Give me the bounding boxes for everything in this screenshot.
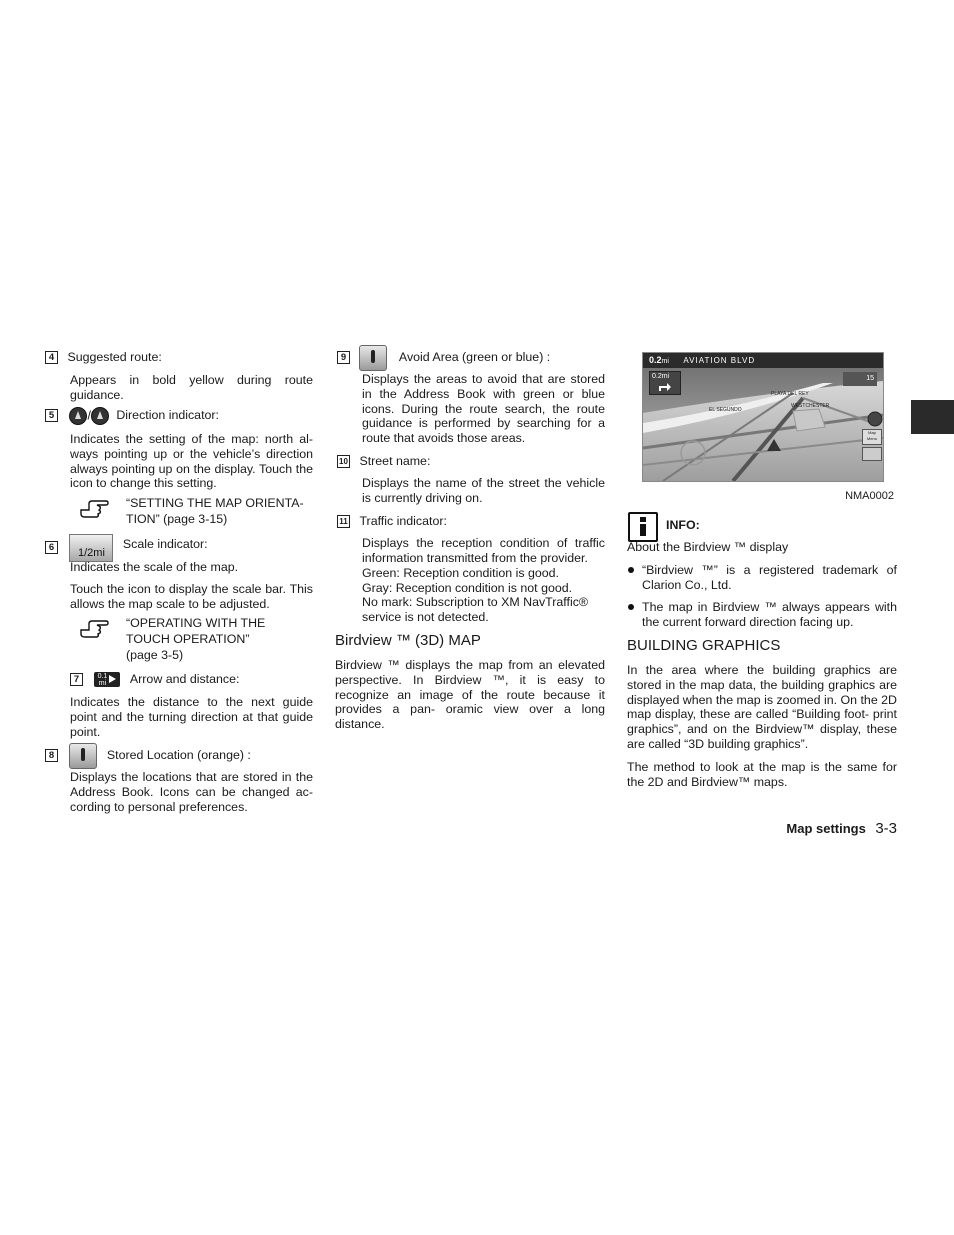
item-6-desc-2: Touch the icon to display the scale bar. This allows the map scale to be adjusted. [70, 582, 313, 611]
map-menu-button[interactable]: Map Menu [862, 429, 882, 445]
slash-separator: / [87, 408, 91, 423]
item-11-line-gray: Gray: Reception condition is not good. [362, 581, 573, 595]
item-number: 8 [45, 749, 58, 762]
item-title: Street name: [359, 454, 431, 468]
street-distance: 0.2 [649, 355, 662, 365]
info-bullet: “Birdview ™” is a registered trademark of Clarion Co., Ltd. [642, 563, 897, 592]
item-number: 11 [337, 515, 350, 528]
item-number: 6 [45, 541, 58, 554]
item-number: 7 [70, 673, 83, 686]
item-number: 10 [337, 455, 350, 468]
stored-location-icon [69, 743, 97, 769]
item-5-desc: Indicates the setting of the map: north al- ways pointing up or the vehicle’s direction always pointing up on the display. Touch the icon to change this setting. [70, 432, 313, 491]
item-5-reference [126, 496, 316, 527]
item-4-header [45, 350, 315, 365]
item-number: 9 [337, 351, 350, 364]
item-title: Suggested route: [67, 350, 162, 364]
item-title: Traffic indicator: [359, 514, 447, 528]
item-8-desc: Displays the locations that are stored in the Address Book. Icons can be changed ac- cording to personal preferences. [70, 770, 313, 814]
item-9-header [337, 345, 607, 371]
building-para-2: The method to look at the map is the same for the 2D and Birdview™ maps. [627, 760, 897, 789]
item-8-header [45, 743, 315, 769]
item-10-desc: Displays the name of the street the vehicle is currently driving on. [362, 476, 605, 505]
info-intro: About the Birdview ™ display [627, 540, 789, 554]
info-bullet: The map in Birdview ™ always appears with the current forward direction facing up. [642, 600, 897, 629]
page-footer [700, 822, 897, 837]
street-name-bar [643, 353, 883, 368]
item-number: 5 [45, 409, 58, 422]
reference-line: “OPERATING WITH THE [126, 616, 266, 630]
map-label: WESTCHESTER [791, 403, 830, 409]
scale-bar-icon [69, 534, 113, 562]
item-6-reference [126, 616, 316, 662]
item-title: Direction indicator: [116, 408, 219, 423]
birdview-text: Birdview ™ displays the map from an elevated perspective. In Birdview ™, it is easy to recognize an image of the route because it provides a pan- oramic view over a long distance. [335, 658, 605, 732]
scale-icon-text: 1/2mi [78, 547, 105, 559]
map-label: PLAYA DEL REY [771, 391, 809, 397]
right-readout: 15 [843, 372, 877, 386]
section-tab [911, 400, 954, 434]
reference-line: “SETTING THE MAP ORIENTA- [126, 496, 304, 510]
street-distance-unit: mi [661, 358, 669, 365]
map-label: EL SEGUNDO [709, 407, 742, 413]
item-7-desc: Indicates the distance to the next guide point and the turning direction at that guide point. [70, 695, 313, 739]
street-name-text: AVIATION BLVD [683, 356, 756, 365]
item-title: Avoid Area (green or blue) : [398, 350, 551, 365]
birdview-map-screenshot [642, 352, 884, 482]
item-11-header [337, 514, 607, 529]
item-4-desc: Appears in bold yellow during route guidance. [70, 373, 313, 402]
item-title: Scale indicator: [122, 537, 208, 552]
footer-section: Map settings [786, 821, 866, 836]
info-icon [628, 512, 658, 542]
item-title: Stored Location (orange) : [106, 748, 251, 763]
item-title: Arrow and distance: [129, 672, 240, 686]
north-up-icon [69, 407, 87, 425]
item-11-line-nomark: No mark: Subscription to XM NavTraffic® [362, 595, 589, 609]
item-number: 4 [45, 351, 58, 364]
pointing-hand-icon [79, 496, 109, 518]
turn-distance: 0.2mi [652, 373, 670, 380]
item-9-desc: Displays the areas to avoid that are stored in the Address Book with green or blue icons. During the route search, the route guidance is performed by searching for a route that avoids those areas. [362, 372, 605, 446]
item-10-header [337, 454, 607, 469]
building-heading: BUILDING GRAPHICS [627, 637, 781, 654]
birdview-heading: Birdview ™ (3D) MAP [335, 632, 481, 649]
reference-line: TOUCH OPERATION” [126, 631, 250, 646]
building-para-1: In the area where the building graphics are stored in the map data, the building graphics are displayed when the map is zoomed in. On the 2D map display, these are called “Building foot- print graphics”, and on the Birdview™ display, these are called “3D building graphics”. [627, 663, 897, 751]
item-5-header [45, 407, 315, 425]
arrow-icon-text: 0.1 mi [97, 673, 108, 688]
bullet-dot [628, 567, 634, 573]
bullet-dot [628, 604, 634, 610]
pointing-hand-icon [79, 616, 109, 638]
turn-arrow-icon [94, 672, 120, 687]
info-label: INFO: [666, 518, 700, 532]
item-11-line-nomark-2: service is not detected. [362, 610, 489, 624]
avoid-area-icon [359, 345, 387, 371]
item-11-line-green: Green: Reception condition is good. [362, 566, 559, 580]
heading-up-icon [91, 407, 109, 425]
turn-arrow-icon [658, 382, 672, 392]
footer-page: 3-3 [875, 820, 897, 837]
reference-line: TION” (page 3-15) [126, 511, 228, 526]
figure-caption: NMA0002 [845, 490, 894, 502]
item-7-header [70, 672, 320, 687]
reference-line: (page 3-5) [126, 647, 184, 662]
item-11-desc: Displays the reception condition of traffic information transmitted from the provider. [362, 536, 605, 565]
turn-arrow-panel [649, 371, 681, 395]
zoom-button[interactable] [862, 447, 882, 461]
item-6-header [45, 534, 315, 562]
item-6-desc-1: Indicates the scale of the map. [70, 560, 239, 574]
